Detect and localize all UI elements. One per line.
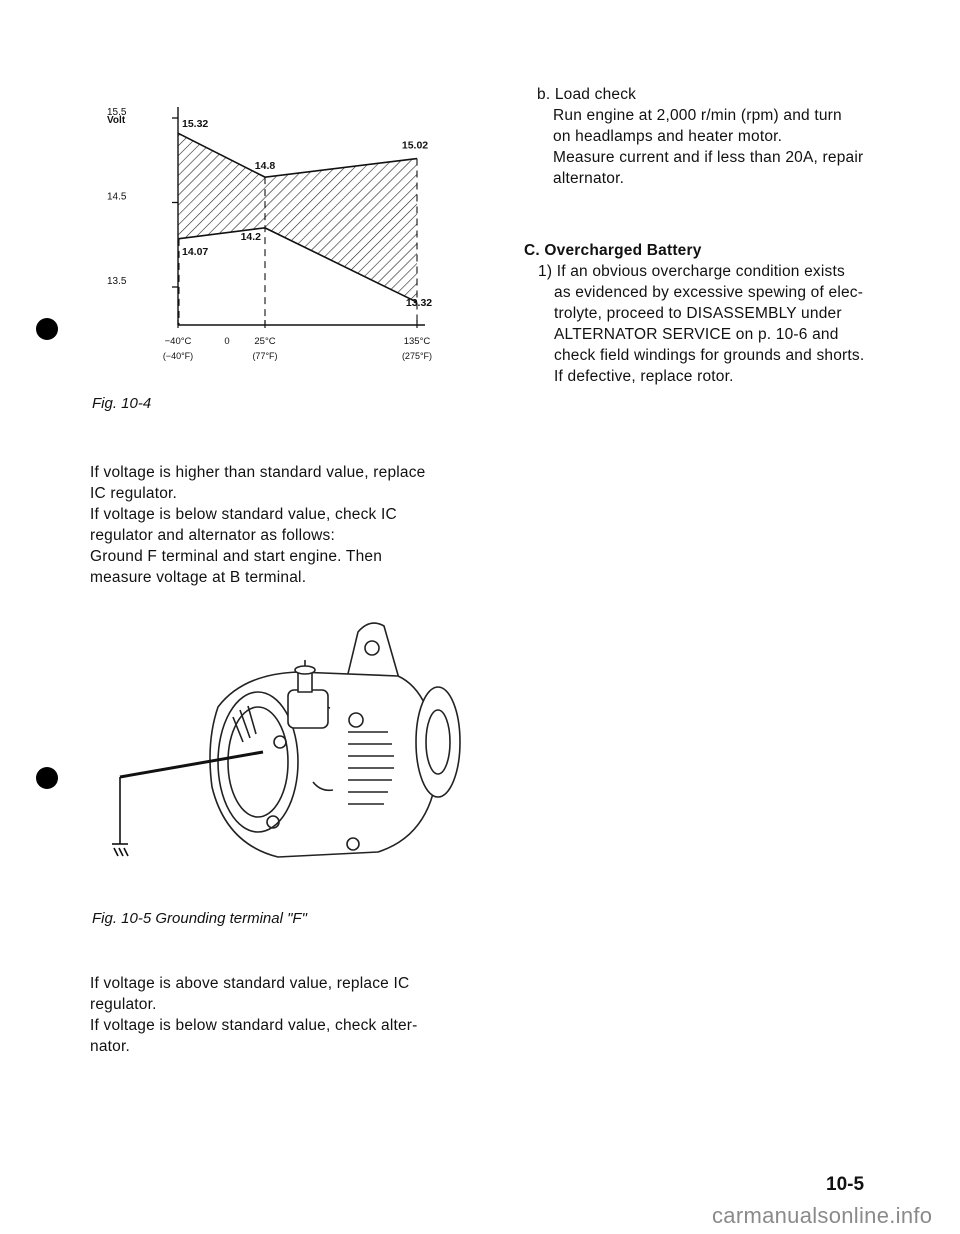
text-line: alternator. (553, 170, 625, 187)
text-line: on headlamps and heater motor. (553, 128, 783, 145)
text-line: check field windings for grounds and shorts. (554, 347, 865, 364)
text-line: IC regulator. (90, 485, 178, 502)
x-tick-label: 135°C (403, 336, 431, 347)
section-heading: C. Overcharged Battery (524, 242, 702, 259)
text-line: If defective, replace rotor. (554, 368, 734, 385)
text-line: as evidenced by excessive spewing of elec- (554, 284, 864, 301)
page-number: 10-5 (826, 1174, 865, 1195)
section-b-load-check (537, 84, 863, 189)
data-label: 14.2 (240, 230, 261, 243)
text-line: trolyte, proceed to DISASSEMBLY under (554, 305, 842, 322)
data-label: 15.02 (401, 139, 429, 152)
text-line: 1) If an obvious overcharge condition exists (538, 263, 845, 280)
text-line: regulator and alternator as follows: (90, 527, 335, 544)
text-line: If voltage is above standard value, replace IC (90, 975, 410, 992)
ground-symbol-icon (112, 777, 128, 856)
text-line: measure voltage at B terminal. (90, 569, 307, 586)
y-tick-label: 15.5 (107, 107, 127, 118)
section-c-overcharged-battery (524, 240, 864, 387)
data-label: 14.8 (254, 160, 276, 173)
binder-hole-top (36, 318, 58, 340)
data-label: 14.07 (182, 245, 209, 258)
text-line: Ground F terminal and start engine. Then (90, 548, 383, 565)
fig-10-4-caption: Fig. 10-4 (92, 395, 152, 412)
text-line: ALTERNATOR SERVICE on p. 10-6 and (554, 326, 839, 343)
data-label: 15.32 (182, 118, 209, 131)
voltage-temperature-chart (90, 95, 470, 390)
fig-10-5-caption: Fig. 10-5 Grounding terminal "F" (92, 910, 307, 927)
text-line: nator. (90, 1038, 130, 1055)
text-line: If voltage is higher than standard value, replace (90, 464, 426, 481)
binder-hole-bottom (36, 767, 58, 789)
alternator-illustration (108, 612, 468, 867)
text-line: regulator. (90, 996, 157, 1013)
data-label: 13.32 (405, 297, 433, 310)
text-line: If voltage is below standard value, check alter- (90, 1017, 418, 1034)
y-tick-label: 13.5 (107, 276, 127, 287)
left-paragraph-2 (90, 973, 418, 1057)
text-line: Run engine at 2,000 r/min (rpm) and turn (553, 107, 842, 124)
x-tick-label: 25°C (254, 336, 276, 347)
y-tick-label: 14.5 (107, 191, 127, 203)
x-tick-label: 0 (224, 336, 230, 347)
hatched-band (178, 133, 417, 302)
text-line: If voltage is below standard value, check IC (90, 506, 397, 523)
x-tick-label: −40°C (164, 336, 192, 347)
section-heading: b. Load check (537, 86, 637, 103)
x-tick-sublabel: (−40°F) (162, 351, 194, 361)
x-tick-sublabel: (77°F) (252, 351, 278, 361)
left-paragraph-1 (90, 462, 426, 588)
watermark: carmanualsonline.info (712, 1203, 933, 1228)
text-line: Measure current and if less than 20A, repair (553, 149, 864, 166)
y-axis-label: Volt (107, 115, 126, 126)
x-tick-sublabel: (275°F) (401, 351, 433, 361)
